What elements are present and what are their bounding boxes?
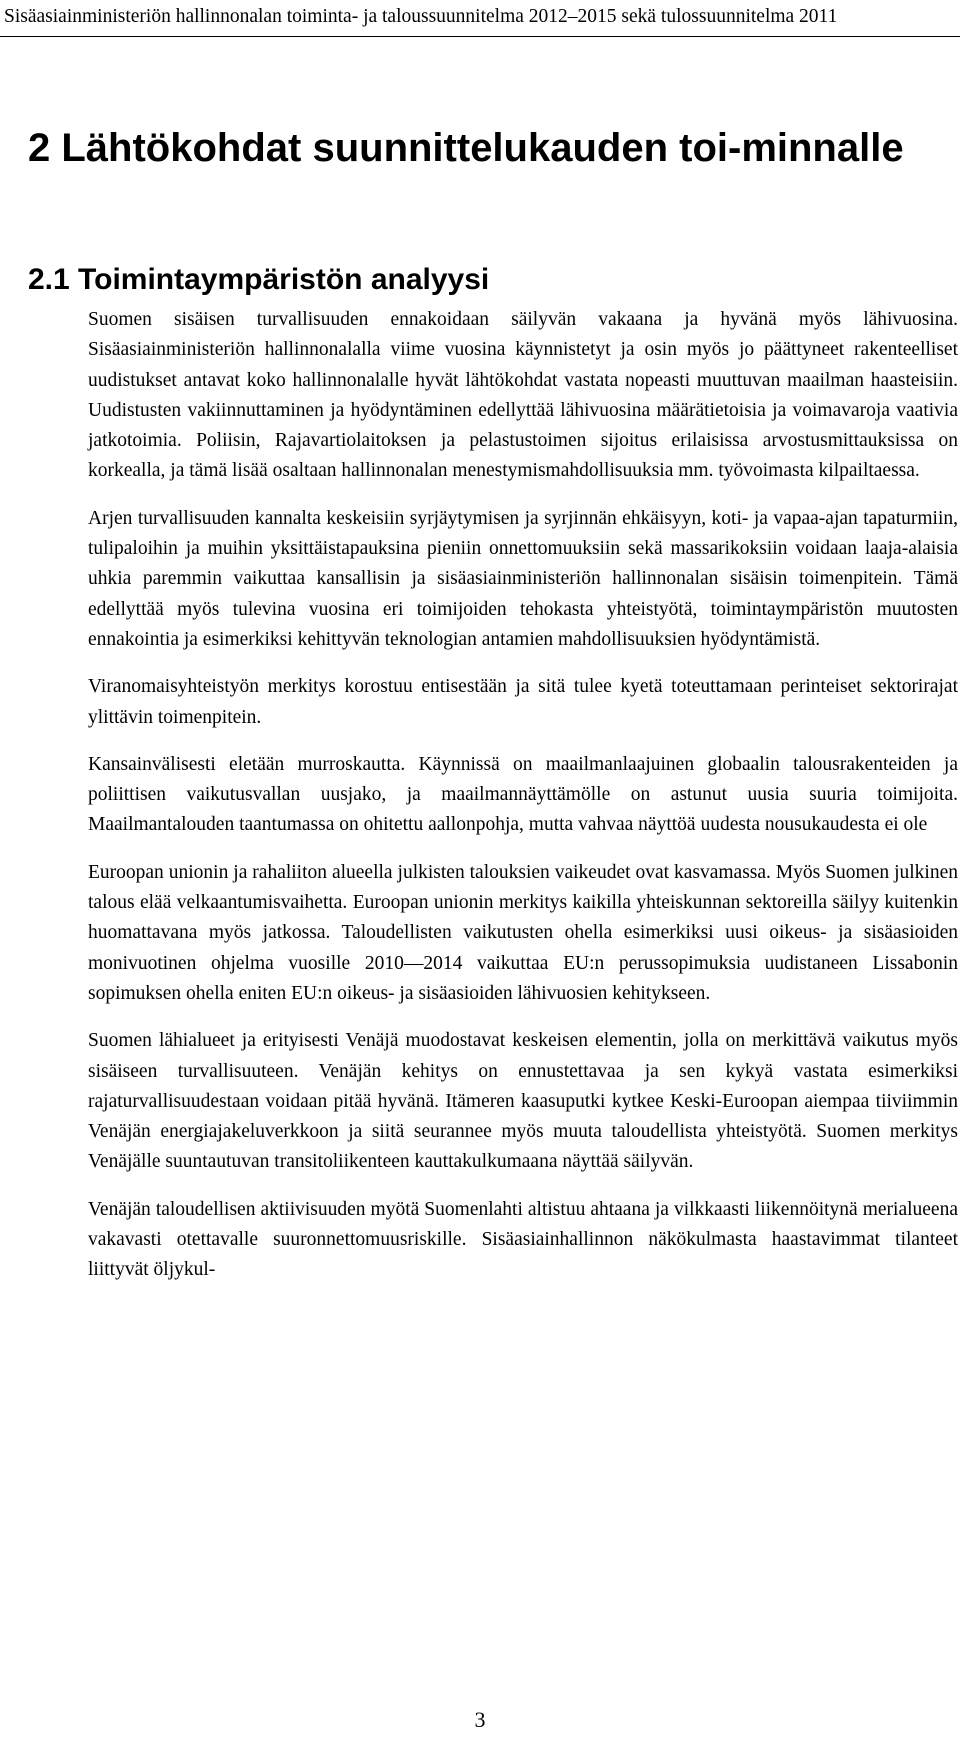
paragraph: Suomen lähialueet ja erityisesti Venäjä muodostavat keskeisen elementin, jolla on merkittävä vaikutus myös sisäiseen turvallisuuteen. Venäjän kehitys on ennustettavaa ja sen kykyä vastata esimerkiksi rajaturvallisuudestaan voidaan pitää hyvänä. Itämeren kaasuputki kytkee Keski-Euroopan aiempaa tiiviimmin Venäjän energiajakeluverkkoon ja siitä seurannee myös muuta taloudellista yhteistyötä. Suomen merkitys Venäjälle suuntautuvan transitoliikenteen kauttakulkumaana näyttää säilyvän.	[88, 1030, 958, 1173]
page-number: 3	[474, 1707, 486, 1732]
paragraph: Kansainvälisesti eletään murroskautta. Käynnissä on maailmanlaajuinen globaalin talousrakenteiden ja poliittisen vaikutusvallan uusjako, ja maailmannäyttämölle on astunut uusia suuria toimijoita. Maailmantalouden taantumassa on ohitettu aallonpohja, mutta vahvaa näyttöä uudesta nousukaudesta ei ole	[88, 753, 958, 836]
running-header: Sisäasiainministeriön hallinnonalan toiminta- ja taloussuunnitelma 2012–2015 sekä tulossuunnitelma 2011	[4, 6, 838, 27]
chapter-title: 2 Lähtökohdat suunnittelukauden toi-minnalle	[28, 126, 904, 170]
paragraph: Venäjän taloudellisen aktiivisuuden myötä Suomenlahti altistuu ahtaana ja vilkkaasti liikennöitynä merialueena vakavasti otettavalle suuronnettomuusriskille. Sisäasiainhallinnon näkökulmasta haastavimmat tilanteet liittyvät öljykul-	[88, 1198, 958, 1281]
paragraph: Euroopan unionin ja rahaliiton alueella julkisten talouksien vaikeudet ovat kasvamassa. Myös Suomen julkinen talous elää velkaantumisvaihetta. Euroopan unionin merkitys kaikilla yhteiskunnan sektoreilla säilyy kuitenkin huomattavana myös jatkossa. Taloudellisten vaikutusten ohella esimerkiksi uusi oikeus- ja sisäasioiden monivuotinen ohjelma vuosille 2010—2014 vaikuttaa EU:n perussopimuksia uudistaneen Lissabonin sopimuksen ohella eniten EU:n oikeus- ja sisäasioiden lähivuosien kehitykseen.	[88, 861, 958, 1004]
paragraph: Viranomaisyhteistyön merkitys korostuu entisestään ja sitä tulee kyetä toteuttamaan perinteiset sektorirajat ylittävin toimenpitein.	[88, 676, 958, 728]
paragraph: Suomen sisäisen turvallisuuden ennakoidaan säilyvän vakaana ja hyvänä myös lähivuosina. Sisäasiainministeriön hallinnonalalla viime vuosina käynnistetyt ja osin myös jo päättyneet rakenteelliset uudistukset antavat koko hallinnonalalle hyvät lähtökohdat vastata nopeasti muuttuvan maailman haasteisiin. Uudistusten vakiinnuttaminen ja hyödyntäminen edellyttää lähivuosina määrätietoisia ja voimavaroja vaativia jatkotoimia. Poliisin, Rajavartiolaitoksen ja pelastustoimen sijoitus erilaisissa arvostusmittauksissa on korkealla, ja tämä lisää osaltaan hallinnonalan menestymismahdollisuuksia mm. työvoimasta kilpailtaessa.	[88, 309, 958, 482]
body-text	[88, 305, 958, 1303]
section-title: 2.1 Toimintaympäristön analyysi	[28, 263, 490, 296]
paragraph: Arjen turvallisuuden kannalta keskeisiin syrjäytymisen ja syrjinnän ehkäisyyn, koti- ja vapaa-ajan tapaturmiin, tulipaloihin ja muihin yksittäistapauksina pieniin onnettomuuksiin sekä massarikoksiin voidaan laaja-alaisia uhkia paremmin vaikuttaa kansallisin ja sisäasiainministeriön hallinnonalan sisäisin toimenpitein. Tämä edellyttää myös tulevina vuosina eri toimijoiden tehokasta yhteistyötä, toimintaympäristön muutosten ennakointia ja esimerkiksi kehittyvän teknologian antamien mahdollisuuksien hyödyntämistä.	[88, 507, 958, 650]
header-rule	[0, 36, 960, 37]
